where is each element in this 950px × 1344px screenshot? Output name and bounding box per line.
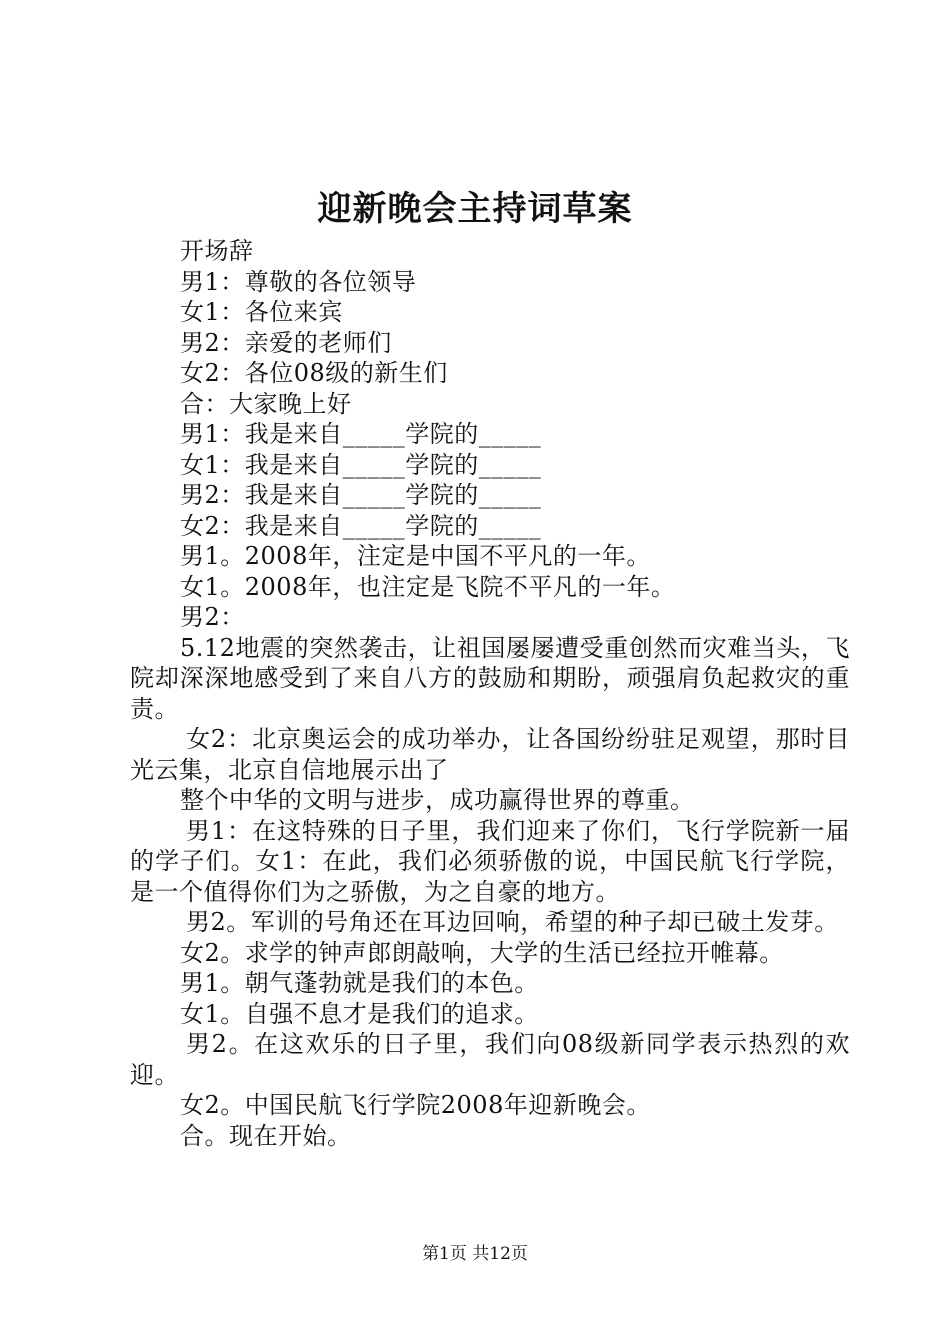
document-title: 迎新晚会主持词草案 [317, 189, 633, 229]
script-line: 男2： [180, 603, 245, 631]
page-footer: 第1页 共12页 [422, 1244, 528, 1264]
script-paragraph: 男2。在这欢乐的日子里，我们向08级新同学表示热烈的欢迎。 [130, 1030, 850, 1089]
script-line: 男2：我是来自_____学院的_____ [180, 481, 542, 509]
script-paragraph: 男2。军训的号角还在耳边回响，希望的种子却已破土发芽。 [186, 908, 839, 936]
section-heading: 开场辞 [180, 237, 254, 265]
script-line: 男1。2008年，注定是中国不平凡的一年。 [180, 542, 651, 570]
script-line: 男1：尊敬的各位领导 [180, 267, 417, 296]
script-line: 女1：各位来宾 [180, 298, 343, 326]
script-line: 女2：各位08级的新生们 [180, 359, 448, 387]
script-line: 男2：亲爱的老师们 [180, 328, 392, 357]
script-line: 男1：我是来自_____学院的_____ [180, 420, 542, 448]
script-paragraph: 男1：在这特殊的日子里，我们迎来了你们，飞行学院新一届的学子们。女1：在此，我们必须骄傲的说，中国民航飞行学院，是一个值得你们为之骄傲，为之自豪的地方。 [130, 816, 850, 906]
script-paragraph: 女2：北京奥运会的成功举办，让各国纷纷驻足观望，那时目光云集，北京自信地展示出了 [130, 725, 850, 784]
script-paragraph: 合。现在开始。 [180, 1121, 352, 1150]
script-paragraph: 整个中华的文明与进步，成功赢得世界的尊重。 [180, 786, 695, 814]
script-paragraph: 男1。朝气蓬勃就是我们的本色。 [180, 969, 539, 997]
script-line: 女1。2008年，也注定是飞院不平凡的一年。 [180, 572, 676, 601]
script-paragraph: 女2。求学的钟声郎朗敲响，大学的生活已经拉开帷幕。 [180, 938, 784, 967]
script-line: 合：大家晚上好 [180, 389, 352, 418]
script-paragraph: 女2。中国民航飞行学院2008年迎新晚会。 [180, 1091, 651, 1119]
script-paragraph: 5.12地震的突然袭击，让祖国屡屡遭受重创然而灾难当头，飞院却深深地感受到了来自八方的鼓励和期盼，顽强肩负起救灾的重责。 [130, 633, 850, 723]
script-line: 女1：我是来自_____学院的_____ [180, 450, 542, 479]
document-body [130, 236, 850, 1151]
script-paragraph: 女1。自强不息才是我们的追求。 [180, 999, 539, 1028]
script-line: 女2：我是来自_____学院的_____ [180, 511, 542, 540]
